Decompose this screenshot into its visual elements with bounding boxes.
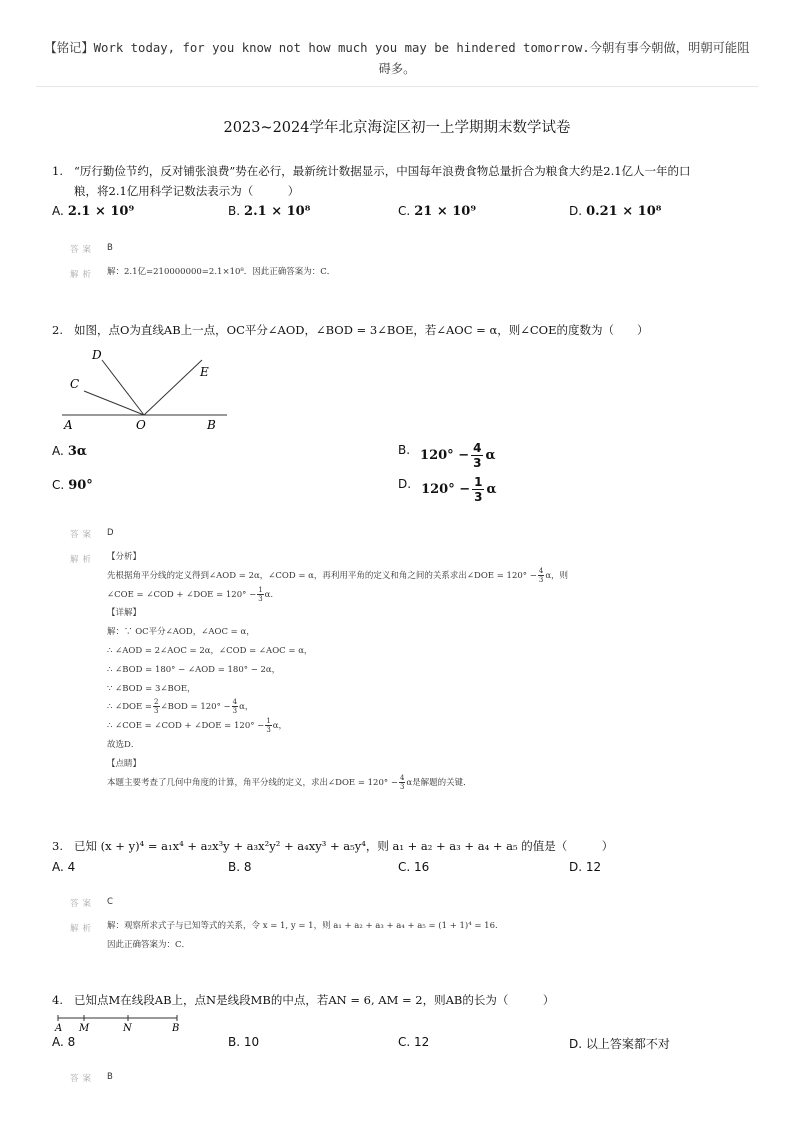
solution-line: 本题主要考查了几何中角度的计算，角平分线的定义，求出∠DOE = 120° − $\frac{4}{3}$ α是解题的关键． (107, 773, 472, 791)
analysis-label: 解析 (70, 924, 96, 934)
label-a: A (64, 418, 73, 432)
analysis-label: 解析 (70, 555, 96, 565)
option-d: D. 12 (569, 860, 602, 874)
label-b: B (172, 1023, 180, 1034)
question-number: 1. (52, 164, 63, 178)
motto: 【铭记】Work today, for you know not how much you may be hindered tomorrow.今朝有事今朝做，明朝可能阻碍多。 (44, 41, 750, 76)
option-d: D. 0.21 × 10⁸ (569, 204, 662, 219)
solution-line: 解：∵ OC平分∠AOD，∠AOC = α， (107, 627, 255, 638)
solution-line: ∴ ∠BOD = 180° − ∠AOD = 180° − 2α， (107, 664, 281, 675)
option-c: C. 12 (398, 1035, 430, 1049)
solution-line: 解：观察所求式子与已知等式的关系，令 x = 1, y = 1，则 a₁ + a₂ + a₃ + a₄ + a₅ = (1 + 1)⁴ = 16. (107, 921, 498, 931)
solution-line: 故选D． (107, 739, 140, 750)
option-a: A. 8 (52, 1035, 76, 1049)
question-text: 粮，将2.1亿用科学记数法表示为（ ） (74, 184, 300, 198)
header-divider (36, 86, 758, 87)
analysis-label: 解析 (70, 270, 96, 280)
section-heading: 【详解】 (107, 608, 142, 619)
section-heading: 【点睛】 (107, 758, 142, 769)
option-a: A. 2.1 × 10⁹ (52, 204, 135, 219)
solution-line: ∴ ∠AOD = 2∠AOC = 2α，∠COD = ∠AOC = α， (107, 645, 313, 656)
answer-value: D (107, 528, 114, 538)
label-c: C (70, 377, 80, 391)
answer-value: C (107, 897, 113, 907)
option-b: B. 8 (228, 860, 252, 874)
label-n: N (123, 1023, 132, 1034)
option-b: B. 2.1 × 10⁸ (228, 204, 311, 219)
section-heading: 【分析】 (107, 552, 142, 562)
solution-line: ∴ ∠DOE = $\frac{2}{3}$ ∠BOD = 120° − $\frac{4}{3}$ α， (107, 698, 254, 716)
label-b: B (207, 418, 216, 432)
question-text: 已知 (x + y)⁴ = a₁x⁴ + a₂x³y + a₃x²y² + a₄xy³ + a₅y⁴，则 a₁ + a₂ + a₃ + a₄ + a₅ 的值是（ ） (74, 839, 614, 853)
angle-figure (52, 343, 242, 435)
solution-text: 解：2.1亿=210000000=2.1×10⁸．因此正确答案为：C． (107, 267, 336, 277)
option-d: D. 以上答案都不对 (569, 1037, 670, 1051)
solution-line: ∵ ∠BOD = 3∠BOE， (107, 683, 196, 694)
option-c: C. 16 (398, 860, 430, 874)
solution-line: 先根据角平分线的定义得到∠AOD = 2α，∠COD = α，再利用平角的定义和角之间的关系求出∠DOE = 120° − $\frac{4}{3}$ α，则 (107, 566, 569, 584)
question-text: 如图，点O为直线AB上一点，OC平分∠AOD，∠BOD = 3∠BOE，若∠AOC = α，则∠COE的度数为（ ） (74, 323, 649, 337)
question-text: 已知点M在线段AB上，点N是线段MB的中点，若AN = 6, AM = 2，则AB的长为（ ） (74, 993, 555, 1007)
question-text: “厉行勤俭节约，反对铺张浪费”势在必行，最新统计数据显示，中国每年浪费食物总量折合为粮食大约是2.1亿人一年的口 (74, 164, 691, 178)
ray-oe (144, 360, 202, 415)
question-3 (52, 836, 752, 856)
answer-label: 答案 (70, 530, 96, 540)
segment-figure (52, 1010, 192, 1034)
label-m: M (79, 1023, 90, 1034)
label-o: O (136, 418, 146, 432)
question-number: 4. (52, 993, 63, 1007)
label-a: A (55, 1023, 63, 1034)
question-4 (52, 990, 752, 1010)
option-c: C. 90° (52, 478, 93, 493)
option-b: B. 10 (228, 1035, 260, 1049)
answer-label: 答案 (70, 245, 96, 255)
option-c: C. 21 × 10⁹ (398, 204, 477, 219)
question-number: 3. (52, 839, 63, 853)
option-a: A. 4 (52, 860, 76, 874)
solution-block (107, 548, 747, 792)
page-title: 2023~2024学年北京海淀区初一上学期期末数学试卷 (223, 120, 571, 136)
solution-line: ∴ ∠COE = ∠COD + ∠DOE = 120° − $\frac{1}{3}$ α， (107, 717, 288, 735)
solution-line: 因此正确答案为：C． (107, 939, 191, 950)
option-d: D. 120° − $\frac{1}{3}$ α (398, 475, 497, 504)
answer-label: 答案 (70, 1074, 96, 1084)
label-e: E (200, 365, 209, 379)
option-b: B. 120° − $\frac{4}{3}$ α (398, 441, 496, 470)
question-1 (52, 161, 752, 201)
question-number: 2. (52, 323, 63, 337)
solution-line: ∠COE = ∠COD + ∠DOE = 120° − $\frac{1}{3}$ α. (107, 585, 274, 603)
question-2 (52, 320, 752, 340)
answer-value: B (107, 243, 113, 253)
answer-value: B (107, 1072, 113, 1082)
label-d: D (92, 348, 102, 362)
solution-block (107, 917, 747, 955)
answer-label: 答案 (70, 899, 96, 909)
option-a: A. 3α (52, 444, 87, 459)
